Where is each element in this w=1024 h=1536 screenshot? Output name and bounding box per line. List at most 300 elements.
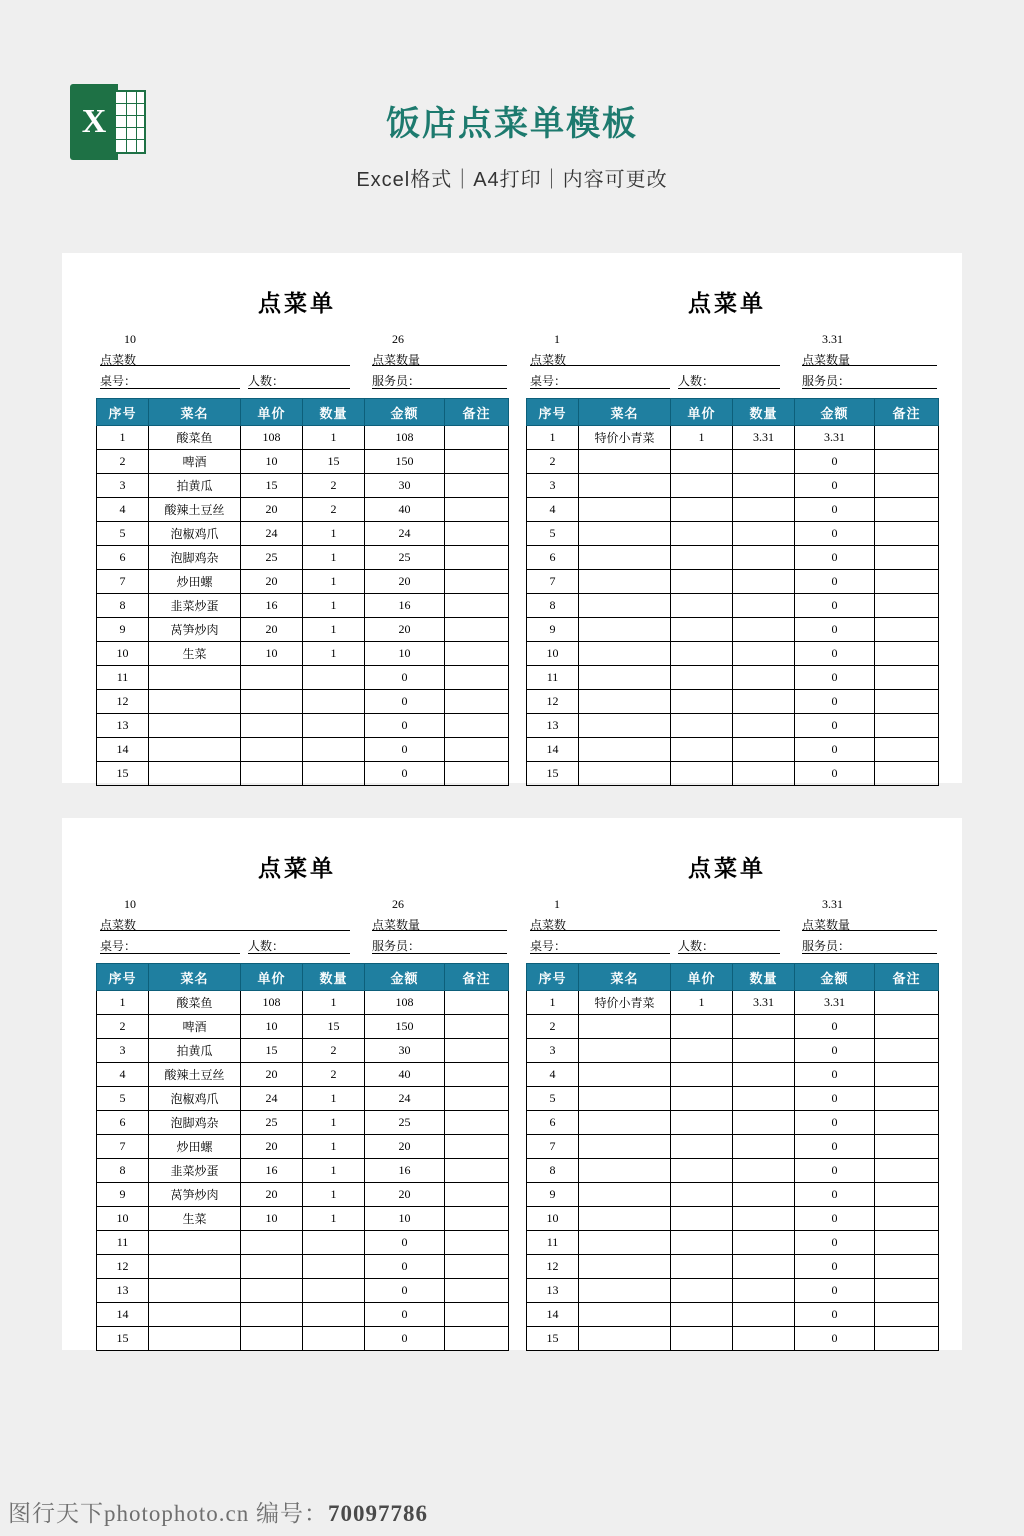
cell-name[interactable] <box>579 738 671 762</box>
cell-amount[interactable]: 20 <box>365 1135 445 1159</box>
cell-index[interactable]: 1 <box>527 426 579 450</box>
cell-amount[interactable]: 0 <box>795 1255 875 1279</box>
cell-qty[interactable] <box>733 594 795 618</box>
cell-index[interactable]: 14 <box>97 738 149 762</box>
cell-price[interactable]: 20 <box>241 498 303 522</box>
cell-index[interactable]: 2 <box>527 450 579 474</box>
cell-amount[interactable]: 0 <box>795 546 875 570</box>
cell-amount[interactable]: 0 <box>795 1279 875 1303</box>
cell-index[interactable]: 5 <box>97 522 149 546</box>
cell-name[interactable] <box>579 1135 671 1159</box>
cell-price[interactable] <box>241 690 303 714</box>
cell-amount[interactable]: 10 <box>365 1207 445 1231</box>
cell-amount[interactable]: 0 <box>795 498 875 522</box>
cell-name[interactable] <box>149 1231 241 1255</box>
cell-qty[interactable]: 1 <box>303 546 365 570</box>
cell-price[interactable] <box>241 762 303 786</box>
cell-name[interactable] <box>149 762 241 786</box>
cell-price[interactable] <box>671 618 733 642</box>
cell-qty[interactable] <box>733 1231 795 1255</box>
cell-price[interactable] <box>671 474 733 498</box>
cell-price[interactable]: 24 <box>241 522 303 546</box>
cell-price[interactable]: 20 <box>241 1183 303 1207</box>
cell-name[interactable]: 莴笋炒肉 <box>149 618 241 642</box>
cell-amount[interactable]: 10 <box>365 642 445 666</box>
cell-note[interactable] <box>445 714 509 738</box>
cell-price[interactable] <box>671 690 733 714</box>
cell-qty[interactable]: 1 <box>303 1183 365 1207</box>
cell-amount[interactable]: 0 <box>795 1159 875 1183</box>
cell-index[interactable]: 13 <box>527 1279 579 1303</box>
cell-name[interactable] <box>579 690 671 714</box>
cell-price[interactable] <box>671 1135 733 1159</box>
cell-amount[interactable]: 0 <box>795 1015 875 1039</box>
cell-name[interactable] <box>579 1183 671 1207</box>
cell-price[interactable]: 20 <box>241 1063 303 1087</box>
cell-note[interactable] <box>445 1207 509 1231</box>
cell-price[interactable]: 108 <box>241 991 303 1015</box>
table-no-field[interactable] <box>100 388 240 389</box>
cell-name[interactable]: 特价小青菜 <box>579 426 671 450</box>
cell-index[interactable]: 6 <box>97 1111 149 1135</box>
cell-qty[interactable] <box>733 1207 795 1231</box>
cell-price[interactable] <box>671 1015 733 1039</box>
cell-price[interactable] <box>671 546 733 570</box>
cell-qty[interactable]: 2 <box>303 1063 365 1087</box>
cell-qty[interactable] <box>733 1303 795 1327</box>
cell-name[interactable]: 啤酒 <box>149 450 241 474</box>
cell-price[interactable] <box>671 666 733 690</box>
cell-price[interactable] <box>671 1159 733 1183</box>
cell-price[interactable] <box>671 498 733 522</box>
cell-index[interactable]: 14 <box>97 1303 149 1327</box>
cell-qty[interactable] <box>733 642 795 666</box>
cell-note[interactable] <box>875 738 939 762</box>
cell-name[interactable]: 炒田螺 <box>149 570 241 594</box>
cell-price[interactable] <box>241 714 303 738</box>
cell-name[interactable] <box>579 1159 671 1183</box>
cell-index[interactable]: 2 <box>97 1015 149 1039</box>
cell-qty[interactable] <box>303 1327 365 1351</box>
cell-index[interactable]: 8 <box>527 1159 579 1183</box>
cell-note[interactable] <box>445 1231 509 1255</box>
cell-price[interactable]: 1 <box>671 426 733 450</box>
cell-index[interactable]: 4 <box>527 1063 579 1087</box>
cell-price[interactable]: 10 <box>241 642 303 666</box>
cell-note[interactable] <box>445 498 509 522</box>
cell-amount[interactable]: 150 <box>365 1015 445 1039</box>
cell-price[interactable]: 20 <box>241 1135 303 1159</box>
cell-price[interactable] <box>671 1183 733 1207</box>
cell-note[interactable] <box>445 1111 509 1135</box>
cell-note[interactable] <box>875 546 939 570</box>
cell-index[interactable]: 13 <box>97 1279 149 1303</box>
cell-name[interactable]: 泡脚鸡杂 <box>149 1111 241 1135</box>
cell-qty[interactable] <box>733 546 795 570</box>
cell-note[interactable] <box>875 1111 939 1135</box>
waiter-field[interactable] <box>372 953 507 954</box>
cell-name[interactable]: 莴笋炒肉 <box>149 1183 241 1207</box>
cell-note[interactable] <box>445 1039 509 1063</box>
cell-index[interactable]: 11 <box>527 1231 579 1255</box>
cell-name[interactable] <box>149 1279 241 1303</box>
cell-name[interactable]: 拍黄瓜 <box>149 474 241 498</box>
cell-index[interactable]: 12 <box>97 1255 149 1279</box>
cell-amount[interactable]: 16 <box>365 1159 445 1183</box>
cell-qty[interactable]: 1 <box>303 522 365 546</box>
cell-price[interactable]: 20 <box>241 618 303 642</box>
cell-index[interactable]: 8 <box>527 594 579 618</box>
cell-qty[interactable] <box>733 1183 795 1207</box>
cell-price[interactable]: 15 <box>241 474 303 498</box>
cell-qty[interactable]: 1 <box>303 1111 365 1135</box>
cell-qty[interactable]: 1 <box>303 594 365 618</box>
cell-note[interactable] <box>875 1135 939 1159</box>
cell-note[interactable] <box>875 570 939 594</box>
cell-note[interactable] <box>875 522 939 546</box>
cell-note[interactable] <box>445 762 509 786</box>
cell-qty[interactable] <box>303 1303 365 1327</box>
cell-index[interactable]: 9 <box>97 1183 149 1207</box>
cell-price[interactable]: 16 <box>241 1159 303 1183</box>
cell-index[interactable]: 15 <box>527 762 579 786</box>
cell-note[interactable] <box>445 1255 509 1279</box>
cell-name[interactable]: 特价小青菜 <box>579 991 671 1015</box>
cell-name[interactable]: 酸辣土豆丝 <box>149 1063 241 1087</box>
cell-amount[interactable]: 0 <box>795 474 875 498</box>
cell-amount[interactable]: 16 <box>365 594 445 618</box>
cell-qty[interactable] <box>733 1111 795 1135</box>
cell-index[interactable]: 13 <box>97 714 149 738</box>
cell-amount[interactable]: 0 <box>795 450 875 474</box>
cell-index[interactable]: 15 <box>97 762 149 786</box>
cell-price[interactable] <box>671 522 733 546</box>
cell-note[interactable] <box>445 991 509 1015</box>
cell-qty[interactable] <box>733 1039 795 1063</box>
cell-qty[interactable] <box>733 1135 795 1159</box>
cell-name[interactable] <box>579 1111 671 1135</box>
cell-price[interactable]: 25 <box>241 546 303 570</box>
cell-name[interactable] <box>579 618 671 642</box>
cell-note[interactable] <box>445 1063 509 1087</box>
cell-qty[interactable]: 1 <box>303 1207 365 1231</box>
cell-price[interactable] <box>671 1207 733 1231</box>
cell-amount[interactable]: 0 <box>365 738 445 762</box>
cell-qty[interactable] <box>303 1231 365 1255</box>
cell-amount[interactable]: 40 <box>365 1063 445 1087</box>
cell-price[interactable] <box>671 450 733 474</box>
cell-qty[interactable] <box>733 1087 795 1111</box>
cell-amount[interactable]: 24 <box>365 522 445 546</box>
cell-qty[interactable]: 1 <box>303 991 365 1015</box>
cell-note[interactable] <box>445 1159 509 1183</box>
cell-index[interactable]: 8 <box>97 1159 149 1183</box>
cell-name[interactable] <box>579 1063 671 1087</box>
cell-name[interactable] <box>579 1303 671 1327</box>
cell-index[interactable]: 12 <box>97 690 149 714</box>
cell-index[interactable]: 1 <box>527 991 579 1015</box>
cell-amount[interactable]: 3.31 <box>795 991 875 1015</box>
cell-note[interactable] <box>875 666 939 690</box>
cell-index[interactable]: 4 <box>97 498 149 522</box>
cell-index[interactable]: 6 <box>97 546 149 570</box>
cell-name[interactable] <box>579 1279 671 1303</box>
cell-amount[interactable]: 20 <box>365 1183 445 1207</box>
cell-index[interactable]: 7 <box>527 570 579 594</box>
cell-price[interactable]: 20 <box>241 570 303 594</box>
cell-note[interactable] <box>445 642 509 666</box>
cell-name[interactable] <box>579 1231 671 1255</box>
cell-price[interactable] <box>671 594 733 618</box>
cell-index[interactable]: 12 <box>527 690 579 714</box>
people-count-field[interactable] <box>678 388 780 389</box>
cell-name[interactable]: 拍黄瓜 <box>149 1039 241 1063</box>
cell-name[interactable]: 酸辣土豆丝 <box>149 498 241 522</box>
cell-note[interactable] <box>445 1087 509 1111</box>
cell-amount[interactable]: 0 <box>365 1255 445 1279</box>
cell-note[interactable] <box>445 1135 509 1159</box>
cell-index[interactable]: 5 <box>527 522 579 546</box>
cell-index[interactable]: 7 <box>527 1135 579 1159</box>
cell-qty[interactable] <box>303 1279 365 1303</box>
cell-amount[interactable]: 0 <box>795 1039 875 1063</box>
cell-qty[interactable]: 2 <box>303 1039 365 1063</box>
cell-index[interactable]: 3 <box>527 474 579 498</box>
cell-index[interactable]: 11 <box>527 666 579 690</box>
cell-qty[interactable]: 1 <box>303 1135 365 1159</box>
cell-name[interactable]: 生菜 <box>149 1207 241 1231</box>
cell-qty[interactable]: 1 <box>303 426 365 450</box>
cell-amount[interactable]: 0 <box>795 762 875 786</box>
cell-amount[interactable]: 0 <box>795 1087 875 1111</box>
cell-amount[interactable]: 20 <box>365 618 445 642</box>
cell-amount[interactable]: 0 <box>795 714 875 738</box>
cell-index[interactable]: 7 <box>97 570 149 594</box>
cell-price[interactable]: 10 <box>241 1207 303 1231</box>
cell-note[interactable] <box>445 1327 509 1351</box>
cell-note[interactable] <box>445 474 509 498</box>
cell-note[interactable] <box>875 450 939 474</box>
cell-index[interactable]: 10 <box>527 642 579 666</box>
cell-index[interactable]: 15 <box>97 1327 149 1351</box>
cell-qty[interactable] <box>733 1279 795 1303</box>
cell-note[interactable] <box>875 690 939 714</box>
cell-index[interactable]: 3 <box>527 1039 579 1063</box>
cell-name[interactable] <box>149 738 241 762</box>
cell-price[interactable] <box>241 1231 303 1255</box>
cell-qty[interactable]: 1 <box>303 1087 365 1111</box>
cell-amount[interactable]: 3.31 <box>795 426 875 450</box>
cell-note[interactable] <box>445 1015 509 1039</box>
cell-name[interactable]: 韭菜炒蛋 <box>149 594 241 618</box>
cell-name[interactable] <box>149 1303 241 1327</box>
cell-qty[interactable] <box>733 714 795 738</box>
table-no-field[interactable] <box>530 388 670 389</box>
cell-qty[interactable]: 3.31 <box>733 991 795 1015</box>
cell-amount[interactable]: 108 <box>365 426 445 450</box>
cell-note[interactable] <box>445 1303 509 1327</box>
cell-amount[interactable]: 0 <box>795 690 875 714</box>
cell-name[interactable] <box>149 666 241 690</box>
cell-qty[interactable] <box>303 690 365 714</box>
cell-index[interactable]: 4 <box>527 498 579 522</box>
cell-name[interactable] <box>579 642 671 666</box>
cell-name[interactable]: 泡椒鸡爪 <box>149 1087 241 1111</box>
cell-note[interactable] <box>875 714 939 738</box>
cell-price[interactable]: 24 <box>241 1087 303 1111</box>
cell-amount[interactable]: 0 <box>795 1111 875 1135</box>
cell-amount[interactable]: 108 <box>365 991 445 1015</box>
cell-amount[interactable]: 0 <box>365 1327 445 1351</box>
cell-note[interactable] <box>445 570 509 594</box>
cell-note[interactable] <box>445 618 509 642</box>
cell-index[interactable]: 15 <box>527 1327 579 1351</box>
cell-note[interactable] <box>875 1231 939 1255</box>
cell-note[interactable] <box>445 738 509 762</box>
cell-amount[interactable]: 0 <box>365 690 445 714</box>
cell-qty[interactable] <box>733 474 795 498</box>
cell-note[interactable] <box>875 1159 939 1183</box>
cell-qty[interactable]: 3.31 <box>733 426 795 450</box>
cell-qty[interactable] <box>733 570 795 594</box>
cell-amount[interactable]: 0 <box>795 618 875 642</box>
cell-index[interactable]: 3 <box>97 1039 149 1063</box>
cell-note[interactable] <box>875 1303 939 1327</box>
cell-amount[interactable]: 30 <box>365 1039 445 1063</box>
cell-index[interactable]: 11 <box>97 1231 149 1255</box>
cell-name[interactable]: 酸菜鱼 <box>149 991 241 1015</box>
cell-note[interactable] <box>445 690 509 714</box>
cell-price[interactable] <box>671 1111 733 1135</box>
cell-note[interactable] <box>445 546 509 570</box>
cell-qty[interactable] <box>303 1255 365 1279</box>
cell-note[interactable] <box>875 1255 939 1279</box>
cell-index[interactable]: 14 <box>527 1303 579 1327</box>
cell-qty[interactable]: 2 <box>303 498 365 522</box>
cell-qty[interactable]: 1 <box>303 570 365 594</box>
cell-name[interactable]: 泡椒鸡爪 <box>149 522 241 546</box>
cell-amount[interactable]: 0 <box>795 1135 875 1159</box>
cell-price[interactable] <box>241 1255 303 1279</box>
people-count-field[interactable] <box>248 388 350 389</box>
cell-amount[interactable]: 0 <box>795 1063 875 1087</box>
cell-name[interactable] <box>579 1015 671 1039</box>
cell-index[interactable]: 3 <box>97 474 149 498</box>
cell-name[interactable] <box>579 498 671 522</box>
cell-amount[interactable]: 0 <box>365 1279 445 1303</box>
cell-price[interactable] <box>241 1327 303 1351</box>
cell-qty[interactable]: 15 <box>303 450 365 474</box>
cell-qty[interactable] <box>733 450 795 474</box>
cell-name[interactable]: 韭菜炒蛋 <box>149 1159 241 1183</box>
people-count-field[interactable] <box>248 953 350 954</box>
cell-name[interactable] <box>579 522 671 546</box>
cell-index[interactable]: 10 <box>97 642 149 666</box>
cell-price[interactable]: 16 <box>241 594 303 618</box>
cell-price[interactable]: 15 <box>241 1039 303 1063</box>
cell-note[interactable] <box>875 1207 939 1231</box>
cell-note[interactable] <box>875 1327 939 1351</box>
cell-name[interactable] <box>579 594 671 618</box>
cell-qty[interactable] <box>733 1063 795 1087</box>
cell-qty[interactable] <box>733 690 795 714</box>
cell-note[interactable] <box>445 426 509 450</box>
cell-price[interactable]: 10 <box>241 1015 303 1039</box>
cell-index[interactable]: 6 <box>527 546 579 570</box>
cell-qty[interactable]: 15 <box>303 1015 365 1039</box>
cell-price[interactable] <box>671 1039 733 1063</box>
cell-qty[interactable] <box>733 738 795 762</box>
cell-amount[interactable]: 24 <box>365 1087 445 1111</box>
cell-qty[interactable] <box>303 714 365 738</box>
cell-name[interactable]: 酸菜鱼 <box>149 426 241 450</box>
cell-amount[interactable]: 150 <box>365 450 445 474</box>
cell-name[interactable] <box>149 690 241 714</box>
waiter-field[interactable] <box>802 388 937 389</box>
cell-index[interactable]: 4 <box>97 1063 149 1087</box>
cell-qty[interactable] <box>733 1255 795 1279</box>
cell-name[interactable] <box>149 1327 241 1351</box>
cell-qty[interactable]: 1 <box>303 642 365 666</box>
cell-price[interactable] <box>241 666 303 690</box>
cell-index[interactable]: 11 <box>97 666 149 690</box>
cell-name[interactable]: 啤酒 <box>149 1015 241 1039</box>
cell-price[interactable]: 10 <box>241 450 303 474</box>
cell-name[interactable] <box>579 714 671 738</box>
cell-index[interactable]: 1 <box>97 991 149 1015</box>
cell-amount[interactable]: 0 <box>795 522 875 546</box>
cell-amount[interactable]: 0 <box>795 594 875 618</box>
cell-qty[interactable]: 2 <box>303 474 365 498</box>
cell-note[interactable] <box>445 1279 509 1303</box>
cell-qty[interactable] <box>733 666 795 690</box>
cell-note[interactable] <box>875 1039 939 1063</box>
cell-note[interactable] <box>875 642 939 666</box>
cell-amount[interactable]: 40 <box>365 498 445 522</box>
cell-price[interactable] <box>241 1303 303 1327</box>
cell-name[interactable]: 泡脚鸡杂 <box>149 546 241 570</box>
cell-amount[interactable]: 0 <box>795 1327 875 1351</box>
cell-amount[interactable]: 25 <box>365 1111 445 1135</box>
cell-amount[interactable]: 0 <box>795 1183 875 1207</box>
people-count-field[interactable] <box>678 953 780 954</box>
table-no-field[interactable] <box>530 953 670 954</box>
waiter-field[interactable] <box>372 388 507 389</box>
cell-qty[interactable] <box>733 762 795 786</box>
cell-qty[interactable] <box>303 762 365 786</box>
cell-index[interactable]: 10 <box>527 1207 579 1231</box>
cell-name[interactable] <box>579 546 671 570</box>
table-no-field[interactable] <box>100 953 240 954</box>
cell-index[interactable]: 14 <box>527 738 579 762</box>
cell-price[interactable] <box>671 1279 733 1303</box>
cell-qty[interactable] <box>303 666 365 690</box>
cell-qty[interactable] <box>733 498 795 522</box>
cell-index[interactable]: 9 <box>97 618 149 642</box>
cell-price[interactable] <box>241 738 303 762</box>
cell-qty[interactable] <box>733 1327 795 1351</box>
cell-note[interactable] <box>875 498 939 522</box>
cell-price[interactable] <box>671 1255 733 1279</box>
cell-qty[interactable] <box>303 738 365 762</box>
cell-price[interactable] <box>671 1231 733 1255</box>
cell-name[interactable]: 生菜 <box>149 642 241 666</box>
cell-qty[interactable] <box>733 1159 795 1183</box>
cell-price[interactable] <box>671 1303 733 1327</box>
cell-index[interactable]: 9 <box>527 618 579 642</box>
cell-price[interactable]: 108 <box>241 426 303 450</box>
cell-price[interactable] <box>671 762 733 786</box>
